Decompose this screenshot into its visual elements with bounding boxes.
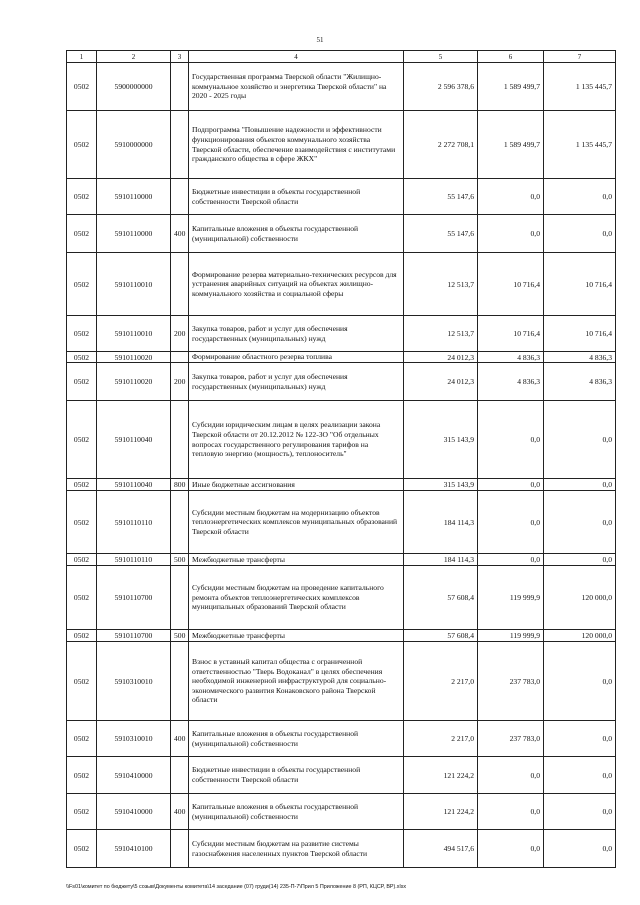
amount-col5: 24 012,3 — [404, 352, 478, 363]
col-header-1: 1 — [67, 51, 97, 63]
amount-col6: 10 716,4 — [478, 316, 544, 352]
amount-col5: 315 143,9 — [404, 479, 478, 491]
expense-type — [171, 63, 189, 111]
target-code: 5910110010 — [97, 316, 171, 352]
item-name: Капитальные вложения в объекты государственной (муниципальной) собственности — [189, 794, 404, 830]
section-code: 0502 — [67, 63, 97, 111]
amount-col5: 55 147,6 — [404, 179, 478, 215]
target-code: 5910410000 — [97, 794, 171, 830]
section-code: 0502 — [67, 479, 97, 491]
amount-col6: 0,0 — [478, 215, 544, 253]
table-row — [67, 479, 616, 491]
amount-col6: 237 783,0 — [478, 721, 544, 757]
target-code: 5910310010 — [97, 642, 171, 721]
expense-type — [171, 491, 189, 554]
col-header-5: 5 — [404, 51, 478, 63]
table-row — [67, 179, 616, 215]
target-code: 5910110010 — [97, 253, 171, 316]
item-name: Государственная программа Тверской области "Жилищно-коммунальное хозяйство и энергетика Тверской области" на 2020 - 2025 годы — [189, 63, 404, 111]
table-row — [67, 642, 616, 721]
amount-col6: 0,0 — [478, 491, 544, 554]
target-code: 5910110110 — [97, 491, 171, 554]
amount-col5: 315 143,9 — [404, 401, 478, 479]
table-row — [67, 352, 616, 363]
target-code: 5910110040 — [97, 401, 171, 479]
amount-col7: 4 836,3 — [544, 363, 616, 401]
section-code: 0502 — [67, 554, 97, 566]
col-header-4: 4 — [189, 51, 404, 63]
section-code: 0502 — [67, 830, 97, 868]
target-code: 5910410100 — [97, 830, 171, 868]
amount-col6: 237 783,0 — [478, 642, 544, 721]
target-code: 5910110110 — [97, 554, 171, 566]
amount-col7: 10 716,4 — [544, 253, 616, 316]
amount-col6: 4 836,3 — [478, 352, 544, 363]
expense-type — [171, 352, 189, 363]
amount-col7: 1 135 445,7 — [544, 63, 616, 111]
expense-type — [171, 757, 189, 794]
amount-col7: 0,0 — [544, 830, 616, 868]
expense-type: 400 — [171, 215, 189, 253]
amount-col5: 2 596 378,6 — [404, 63, 478, 111]
table-row — [67, 316, 616, 352]
amount-col5: 184 114,3 — [404, 491, 478, 554]
table-row — [67, 401, 616, 479]
amount-col7: 0,0 — [544, 642, 616, 721]
section-code: 0502 — [67, 401, 97, 479]
amount-col5: 57 608,4 — [404, 630, 478, 642]
section-code: 0502 — [67, 179, 97, 215]
amount-col6: 4 836,3 — [478, 363, 544, 401]
section-code: 0502 — [67, 352, 97, 363]
section-code: 0502 — [67, 111, 97, 179]
col-header-6: 6 — [478, 51, 544, 63]
section-code: 0502 — [67, 630, 97, 642]
amount-col6: 1 589 499,7 — [478, 111, 544, 179]
table-row — [67, 566, 616, 630]
col-header-3: 3 — [171, 51, 189, 63]
amount-col6: 1 589 499,7 — [478, 63, 544, 111]
amount-col6: 0,0 — [478, 401, 544, 479]
target-code: 5910110700 — [97, 630, 171, 642]
item-name: Капитальные вложения в объекты государственной (муниципальной) собственности — [189, 215, 404, 253]
item-name: Межбюджетные трансферты — [189, 554, 404, 566]
amount-col7: 0,0 — [544, 554, 616, 566]
amount-col7: 0,0 — [544, 757, 616, 794]
amount-col5: 12 513,7 — [404, 253, 478, 316]
target-code: 5910000000 — [97, 111, 171, 179]
page-number: 51 — [316, 36, 324, 44]
expense-type: 400 — [171, 721, 189, 757]
amount-col5: 2 272 708,1 — [404, 111, 478, 179]
expense-type: 200 — [171, 363, 189, 401]
amount-col6: 0,0 — [478, 757, 544, 794]
amount-col6: 0,0 — [478, 179, 544, 215]
amount-col5: 55 147,6 — [404, 215, 478, 253]
section-code: 0502 — [67, 253, 97, 316]
section-code: 0502 — [67, 316, 97, 352]
amount-col5: 12 513,7 — [404, 316, 478, 352]
amount-col6: 119 999,9 — [478, 566, 544, 630]
amount-col7: 0,0 — [544, 179, 616, 215]
item-name: Субсидии местным бюджетам на модернизацию объектов теплоэнергетических комплексов муниципальных образований Тверской области — [189, 491, 404, 554]
target-code: 5910110700 — [97, 566, 171, 630]
expense-type: 200 — [171, 316, 189, 352]
amount-col5: 2 217,0 — [404, 721, 478, 757]
amount-col6: 0,0 — [478, 479, 544, 491]
section-code: 0502 — [67, 794, 97, 830]
amount-col5: 494 517,6 — [404, 830, 478, 868]
expense-type — [171, 830, 189, 868]
amount-col7: 0,0 — [544, 215, 616, 253]
target-code: 5910110000 — [97, 215, 171, 253]
amount-col7: 0,0 — [544, 491, 616, 554]
section-code: 0502 — [67, 757, 97, 794]
amount-col5: 121 224,2 — [404, 794, 478, 830]
section-code: 0502 — [67, 642, 97, 721]
budget-table — [66, 50, 616, 868]
item-name: Закупка товаров, работ и услуг для обеспечения государственных (муниципальных) нужд — [189, 316, 404, 352]
item-name: Субсидии местным бюджетам на развитие системы газоснабжения населенных пунктов Тверской области — [189, 830, 404, 868]
expense-type — [171, 111, 189, 179]
amount-col7: 1 135 445,7 — [544, 111, 616, 179]
expense-type: 800 — [171, 479, 189, 491]
expense-type: 500 — [171, 630, 189, 642]
amount-col7: 10 716,4 — [544, 316, 616, 352]
amount-col7: 0,0 — [544, 794, 616, 830]
table-row — [67, 794, 616, 830]
amount-col5: 184 114,3 — [404, 554, 478, 566]
amount-col7: 120 000,0 — [544, 630, 616, 642]
expense-type — [171, 642, 189, 721]
amount-col5: 24 012,3 — [404, 363, 478, 401]
item-name: Межбюджетные трансферты — [189, 630, 404, 642]
expense-type: 500 — [171, 554, 189, 566]
table-row — [67, 630, 616, 642]
expense-type — [171, 179, 189, 215]
amount-col6: 119 999,9 — [478, 630, 544, 642]
item-name: Бюджетные инвестиции в объекты государственной собственности Тверской области — [189, 179, 404, 215]
table-row — [67, 215, 616, 253]
target-code: 5910110040 — [97, 479, 171, 491]
section-code: 0502 — [67, 215, 97, 253]
table-row — [67, 63, 616, 111]
target-code: 5910310010 — [97, 721, 171, 757]
item-name: Капитальные вложения в объекты государственной (муниципальной) собственности — [189, 721, 404, 757]
section-code: 0502 — [67, 566, 97, 630]
item-name: Формирование областного резерва топлива — [189, 352, 404, 363]
item-name: Бюджетные инвестиции в объекты государственной собственности Тверской области — [189, 757, 404, 794]
amount-col5: 121 224,2 — [404, 757, 478, 794]
item-name: Субсидии юридическим лицам в целях реализации закона Тверской области от 20.12.2012 № 122-ЗО "Об отдельных вопросах государственного регулирования тарифов на тепловую энергию (мощность), теплоноситель" — [189, 401, 404, 479]
amount-col7: 0,0 — [544, 721, 616, 757]
amount-col5: 57 608,4 — [404, 566, 478, 630]
amount-col5: 2 217,0 — [404, 642, 478, 721]
item-name: Подпрограмма "Повышение надежности и эффективности функционирования объектов коммунального хозяйства Тверской области, обеспечение взаимодействия с институтами гражданского общества в сфере ЖКХ" — [189, 111, 404, 179]
header-row — [67, 51, 616, 63]
amount-col7: 120 000,0 — [544, 566, 616, 630]
item-name: Взнос в уставный капитал общества с ограниченной ответственностью "Тверь Водоканал" в целях обеспечения необходимой инженерной инфраструктурой для социально-экономического развития Конаковского района Тверской области — [189, 642, 404, 721]
expense-type — [171, 253, 189, 316]
table-row — [67, 554, 616, 566]
amount-col7: 0,0 — [544, 401, 616, 479]
table-row — [67, 491, 616, 554]
amount-col6: 10 716,4 — [478, 253, 544, 316]
item-name: Иные бюджетные ассигнования — [189, 479, 404, 491]
amount-col6: 0,0 — [478, 794, 544, 830]
section-code: 0502 — [67, 363, 97, 401]
amount-col7: 4 836,3 — [544, 352, 616, 363]
target-code: 5910410000 — [97, 757, 171, 794]
file-path-footer: \\Fs01\комитет по бюджету\5 созыв\Документы комитета\14 заседание (07) груди(14) 235-П-7\Прил 5 Приложение 8 (РП, КЦСР, ВР).xlsx — [66, 884, 407, 890]
amount-col7: 0,0 — [544, 479, 616, 491]
col-header-7: 7 — [544, 51, 616, 63]
section-code: 0502 — [67, 721, 97, 757]
table-row — [67, 111, 616, 179]
table-row — [67, 253, 616, 316]
table-row — [67, 363, 616, 401]
amount-col6: 0,0 — [478, 554, 544, 566]
expense-type — [171, 401, 189, 479]
col-header-2: 2 — [97, 51, 171, 63]
item-name: Формирование резерва материально-технических ресурсов для устранения аварийных ситуаций на объектах жилищно-коммунального хозяйства и социальной сферы — [189, 253, 404, 316]
target-code: 5910110000 — [97, 179, 171, 215]
target-code: 5900000000 — [97, 63, 171, 111]
target-code: 5910110020 — [97, 363, 171, 401]
amount-col6: 0,0 — [478, 830, 544, 868]
expense-type: 400 — [171, 794, 189, 830]
expense-type — [171, 566, 189, 630]
section-code: 0502 — [67, 491, 97, 554]
table-row — [67, 830, 616, 868]
table-row — [67, 721, 616, 757]
item-name: Субсидии местным бюджетам на проведение капитального ремонта объектов теплоэнергетических комплексов муниципальных образований Тверской области — [189, 566, 404, 630]
item-name: Закупка товаров, работ и услуг для обеспечения государственных (муниципальных) нужд — [189, 363, 404, 401]
target-code: 5910110020 — [97, 352, 171, 363]
table-row — [67, 757, 616, 794]
